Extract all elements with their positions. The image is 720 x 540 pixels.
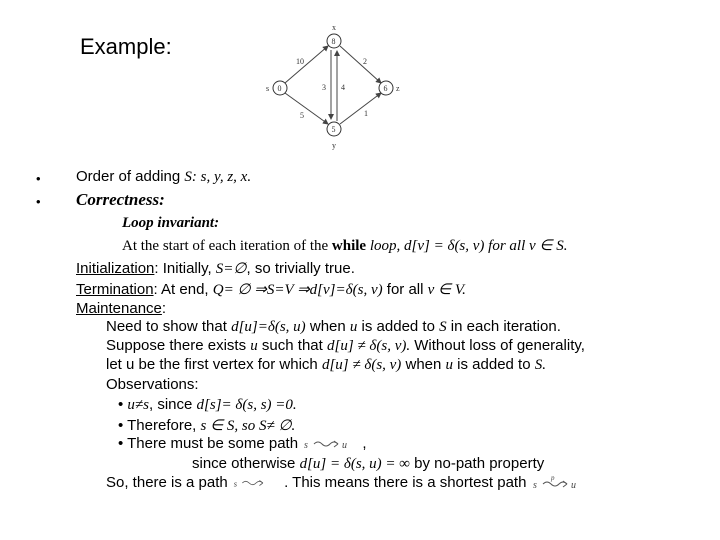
- observation-3: • There must be some path s u ,: [118, 435, 367, 452]
- weight-s-x: 10: [296, 57, 304, 66]
- observations-heading: Observations:: [106, 376, 199, 393]
- edge-s-y: [285, 93, 328, 124]
- initialization-line: Initialization: Initially, S=∅, so trivially true.: [76, 260, 355, 277]
- bullet-marker-2: •: [36, 194, 41, 209]
- correctness-heading: Correctness:: [76, 190, 165, 209]
- svg-text:6: 6: [383, 84, 388, 93]
- edge-s-x: [285, 46, 328, 83]
- termination-line: Termination: At end, Q= ∅ ⇒S=V ⇒d[v]=δ(s, v) for all v ∈ V.: [76, 281, 466, 298]
- edge-y-z: [340, 93, 381, 124]
- svg-text:s: s: [304, 440, 309, 452]
- weight-y-z: 1: [364, 109, 368, 118]
- weight-x-z: 2: [363, 57, 367, 66]
- label-x: x: [332, 23, 336, 32]
- shortest-path-graph: [260, 20, 410, 155]
- label-y: y: [332, 141, 336, 150]
- label-z: z: [396, 84, 400, 93]
- weight-x-y: 3: [322, 83, 326, 92]
- svg-text:s: s: [233, 478, 237, 489]
- svg-text:0: 0: [277, 84, 282, 93]
- slide-title: Example:: [80, 34, 172, 59]
- bullet-marker-1: •: [36, 171, 41, 186]
- loop-invariant-text: At the start of each iteration of the while loop, d[v] = δ(s, v) for all v ∈ S.: [122, 238, 568, 254]
- maintenance-line-2: Suppose there exists u such that d[u] ≠ δ(s, v). Without loss of generality,: [106, 337, 585, 354]
- svg-text:p: p: [550, 474, 555, 483]
- path-s-to-u-icon-2: [232, 476, 280, 490]
- path-s-to-u-icon: [302, 437, 358, 451]
- svg-text:s: s: [532, 480, 537, 492]
- maintenance-line-1: Need to show that d[u]=δ(s, u) when u is added to S in each iteration.: [106, 318, 561, 335]
- observation-2: • Therefore, s ∈ S, so S≠ ∅.: [118, 417, 296, 434]
- maintenance-line-3: let u be the first vertex for which d[u] ≠ δ(s, v) when u is added to S.: [106, 356, 546, 373]
- maintenance-line-5: So, there is a path s . This means there is a shortest path s p u: [106, 474, 587, 492]
- svg-text:8: 8: [331, 37, 336, 46]
- svg-text:u: u: [570, 480, 576, 492]
- order-line: Order of adding S: s, y, z, x.: [76, 168, 252, 185]
- svg-text:u: u: [342, 440, 348, 452]
- maintenance-heading: Maintenance:: [76, 300, 167, 317]
- loop-invariant-heading: Loop invariant:: [122, 215, 220, 231]
- weight-s-y: 5: [300, 111, 304, 120]
- label-s: s: [266, 84, 270, 93]
- weight-y-x: 4: [341, 83, 345, 92]
- svg-text:5: 5: [331, 125, 336, 134]
- maintenance-line-4: since otherwise d[u] = δ(s, u) = ∞ by no-path property: [192, 455, 545, 472]
- observation-1: • u≠s, since d[s]= δ(s, s) =0.: [118, 396, 297, 413]
- shortest-path-s-to-u-icon: [531, 474, 587, 492]
- edge-x-z: [340, 46, 381, 83]
